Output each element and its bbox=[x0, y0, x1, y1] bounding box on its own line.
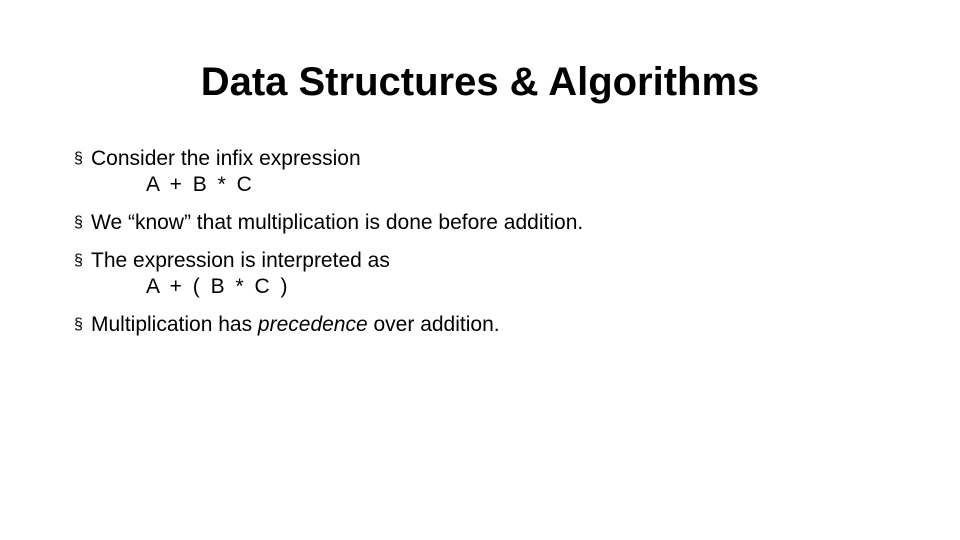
bullet-icon: § bbox=[74, 214, 83, 231]
bullet-list bbox=[74, 146, 934, 350]
bullet-icon: § bbox=[74, 252, 83, 269]
bullet-item bbox=[74, 312, 934, 338]
bullet-item bbox=[74, 146, 934, 198]
slide-title: Data Structures & Algorithms bbox=[200, 60, 760, 104]
emphasis-text: precedence bbox=[257, 313, 368, 336]
bullet-text-before: Multiplication has bbox=[91, 313, 258, 336]
bullet-text-after: over addition. bbox=[367, 313, 500, 336]
bullet-text: Consider the infix expression bbox=[91, 147, 361, 170]
bullet-text: The expression is interpreted as bbox=[91, 249, 390, 272]
expression-text: A + ( B * C ) bbox=[146, 275, 289, 298]
bullet-icon: § bbox=[74, 316, 83, 333]
bullet-item bbox=[74, 248, 934, 300]
expression-text: A + B * C bbox=[146, 173, 253, 196]
bullet-text: We “know” that multiplication is done before addition. bbox=[91, 211, 584, 234]
bullet-icon: § bbox=[74, 150, 83, 167]
bullet-item bbox=[74, 210, 934, 236]
